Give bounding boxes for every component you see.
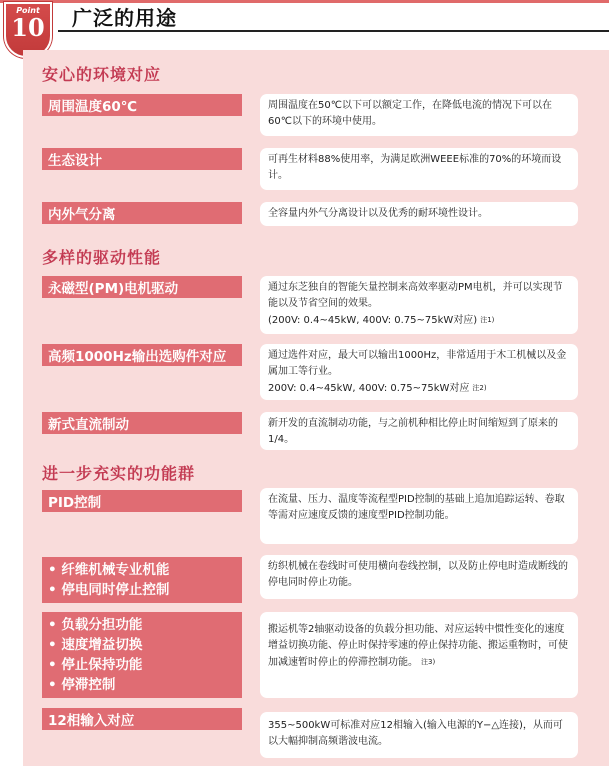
label-fiber-machine <box>42 557 242 603</box>
section-title-drive: 多样的驱动性能 <box>42 248 162 267</box>
desc-load-sharing-text: 搬运机等2轴驱动设备的负载分担功能、对应运转中惯性变化的速度增益切换功能、停止时保持零速的停止保持功能、搬运重物时，可使加减速暂时停止的停滞控制功能。 <box>268 624 568 668</box>
desc-pm-motor-text: 通过东芝独自的智能矢量控制来高效率驱动PM电机，并可以实现节能以及节省空间的效果。 <box>268 282 563 309</box>
desc-eco-design: 可再生材料88%使用率，为满足欧洲WEEE标准的70%的环境而设计。 <box>260 148 578 190</box>
label-load-sharing-line-3: • 停止保持功能 <box>48 657 143 673</box>
note-2: 注2) <box>472 384 487 392</box>
label-air-separation <box>42 202 242 224</box>
desc-12-phase: 355~500kW可标准对应12相输入(输入电源的Y−△连接)，从而可以大幅抑制高频谐波电流。 <box>260 712 578 758</box>
page-title: 广泛的用途 <box>72 6 177 30</box>
label-load-sharing <box>42 612 242 698</box>
label-fiber-machine-line-1: • 纤维机械专业机能 <box>48 562 170 578</box>
label-temperature <box>42 94 242 116</box>
label-pm-motor <box>42 276 242 298</box>
label-dc-braking <box>42 412 242 434</box>
label-pm-motor-text: 永磁型(PM)电机驱动 <box>48 281 179 297</box>
desc-temperature: 周围温度在50℃以下可以额定工作，在降低电流的情况下可以在60℃以下的环境中使用。 <box>260 94 578 136</box>
label-dc-braking-text: 新式直流制动 <box>48 417 129 433</box>
section-title-functions: 进一步充实的功能群 <box>42 464 196 483</box>
label-load-sharing-line-4: • 停滞控制 <box>48 677 116 693</box>
desc-high-frequency <box>260 344 578 400</box>
label-temperature-text: 周围温度60℃ <box>48 99 138 115</box>
section-title-env: 安心的环境对应 <box>42 65 162 84</box>
desc-high-frequency-spec: 200V: 0.4~45kW, 400V: 0.75~75kW对应 <box>268 383 470 394</box>
label-load-sharing-line-1: • 负载分担功能 <box>48 617 143 633</box>
label-eco-design-text: 生态设计 <box>48 153 102 169</box>
desc-fiber-machine: 纺织机械在卷线时可使用横向卷线控制，以及防止停电时造成断线的停电同时停止功能。 <box>260 555 578 599</box>
desc-load-sharing <box>260 612 578 698</box>
desc-pm-motor-spec: (200V: 0.4~45kW, 400V: 0.75~75kW对应) <box>268 315 478 326</box>
label-load-sharing-line-2: • 速度增益切换 <box>48 637 143 653</box>
label-eco-design <box>42 148 242 170</box>
label-pid-control <box>42 490 242 512</box>
desc-pm-motor-spec-line <box>268 312 570 329</box>
desc-air-separation: 全容量内外气分离设计以及优秀的耐环境性设计。 <box>260 202 578 226</box>
label-pid-control-text: PID控制 <box>48 495 102 511</box>
label-high-frequency-text: 高频1000Hz输出选购件对应 <box>48 349 227 365</box>
note-1: 注1) <box>480 316 495 324</box>
desc-dc-braking: 新开发的直流制动功能，与之前机种相比停止时间缩短到了原来的1/4。 <box>260 412 578 450</box>
desc-pm-motor <box>260 276 578 334</box>
desc-high-frequency-spec-line <box>268 380 570 397</box>
label-fiber-machine-line-2: • 停电同时停止控制 <box>48 582 170 598</box>
label-12-phase <box>42 708 242 730</box>
label-high-frequency <box>42 344 242 366</box>
note-3: 注3) <box>421 658 436 666</box>
label-air-separation-text: 内外气分离 <box>48 207 116 223</box>
label-12-phase-text: 12相输入对应 <box>48 713 135 729</box>
badge-point-text: Point <box>16 6 40 15</box>
desc-high-frequency-text: 通过选件对应，最大可以输出1000Hz，非常适用于木工机械以及金属加工等行业。 <box>268 350 567 377</box>
badge-number: 10 <box>11 13 45 42</box>
desc-pid-control: 在流量、压力、温度等流程型PID控制的基础上追加追踪运转、卷取等需对应速度反馈的速度型PID控制功能。 <box>260 488 578 544</box>
